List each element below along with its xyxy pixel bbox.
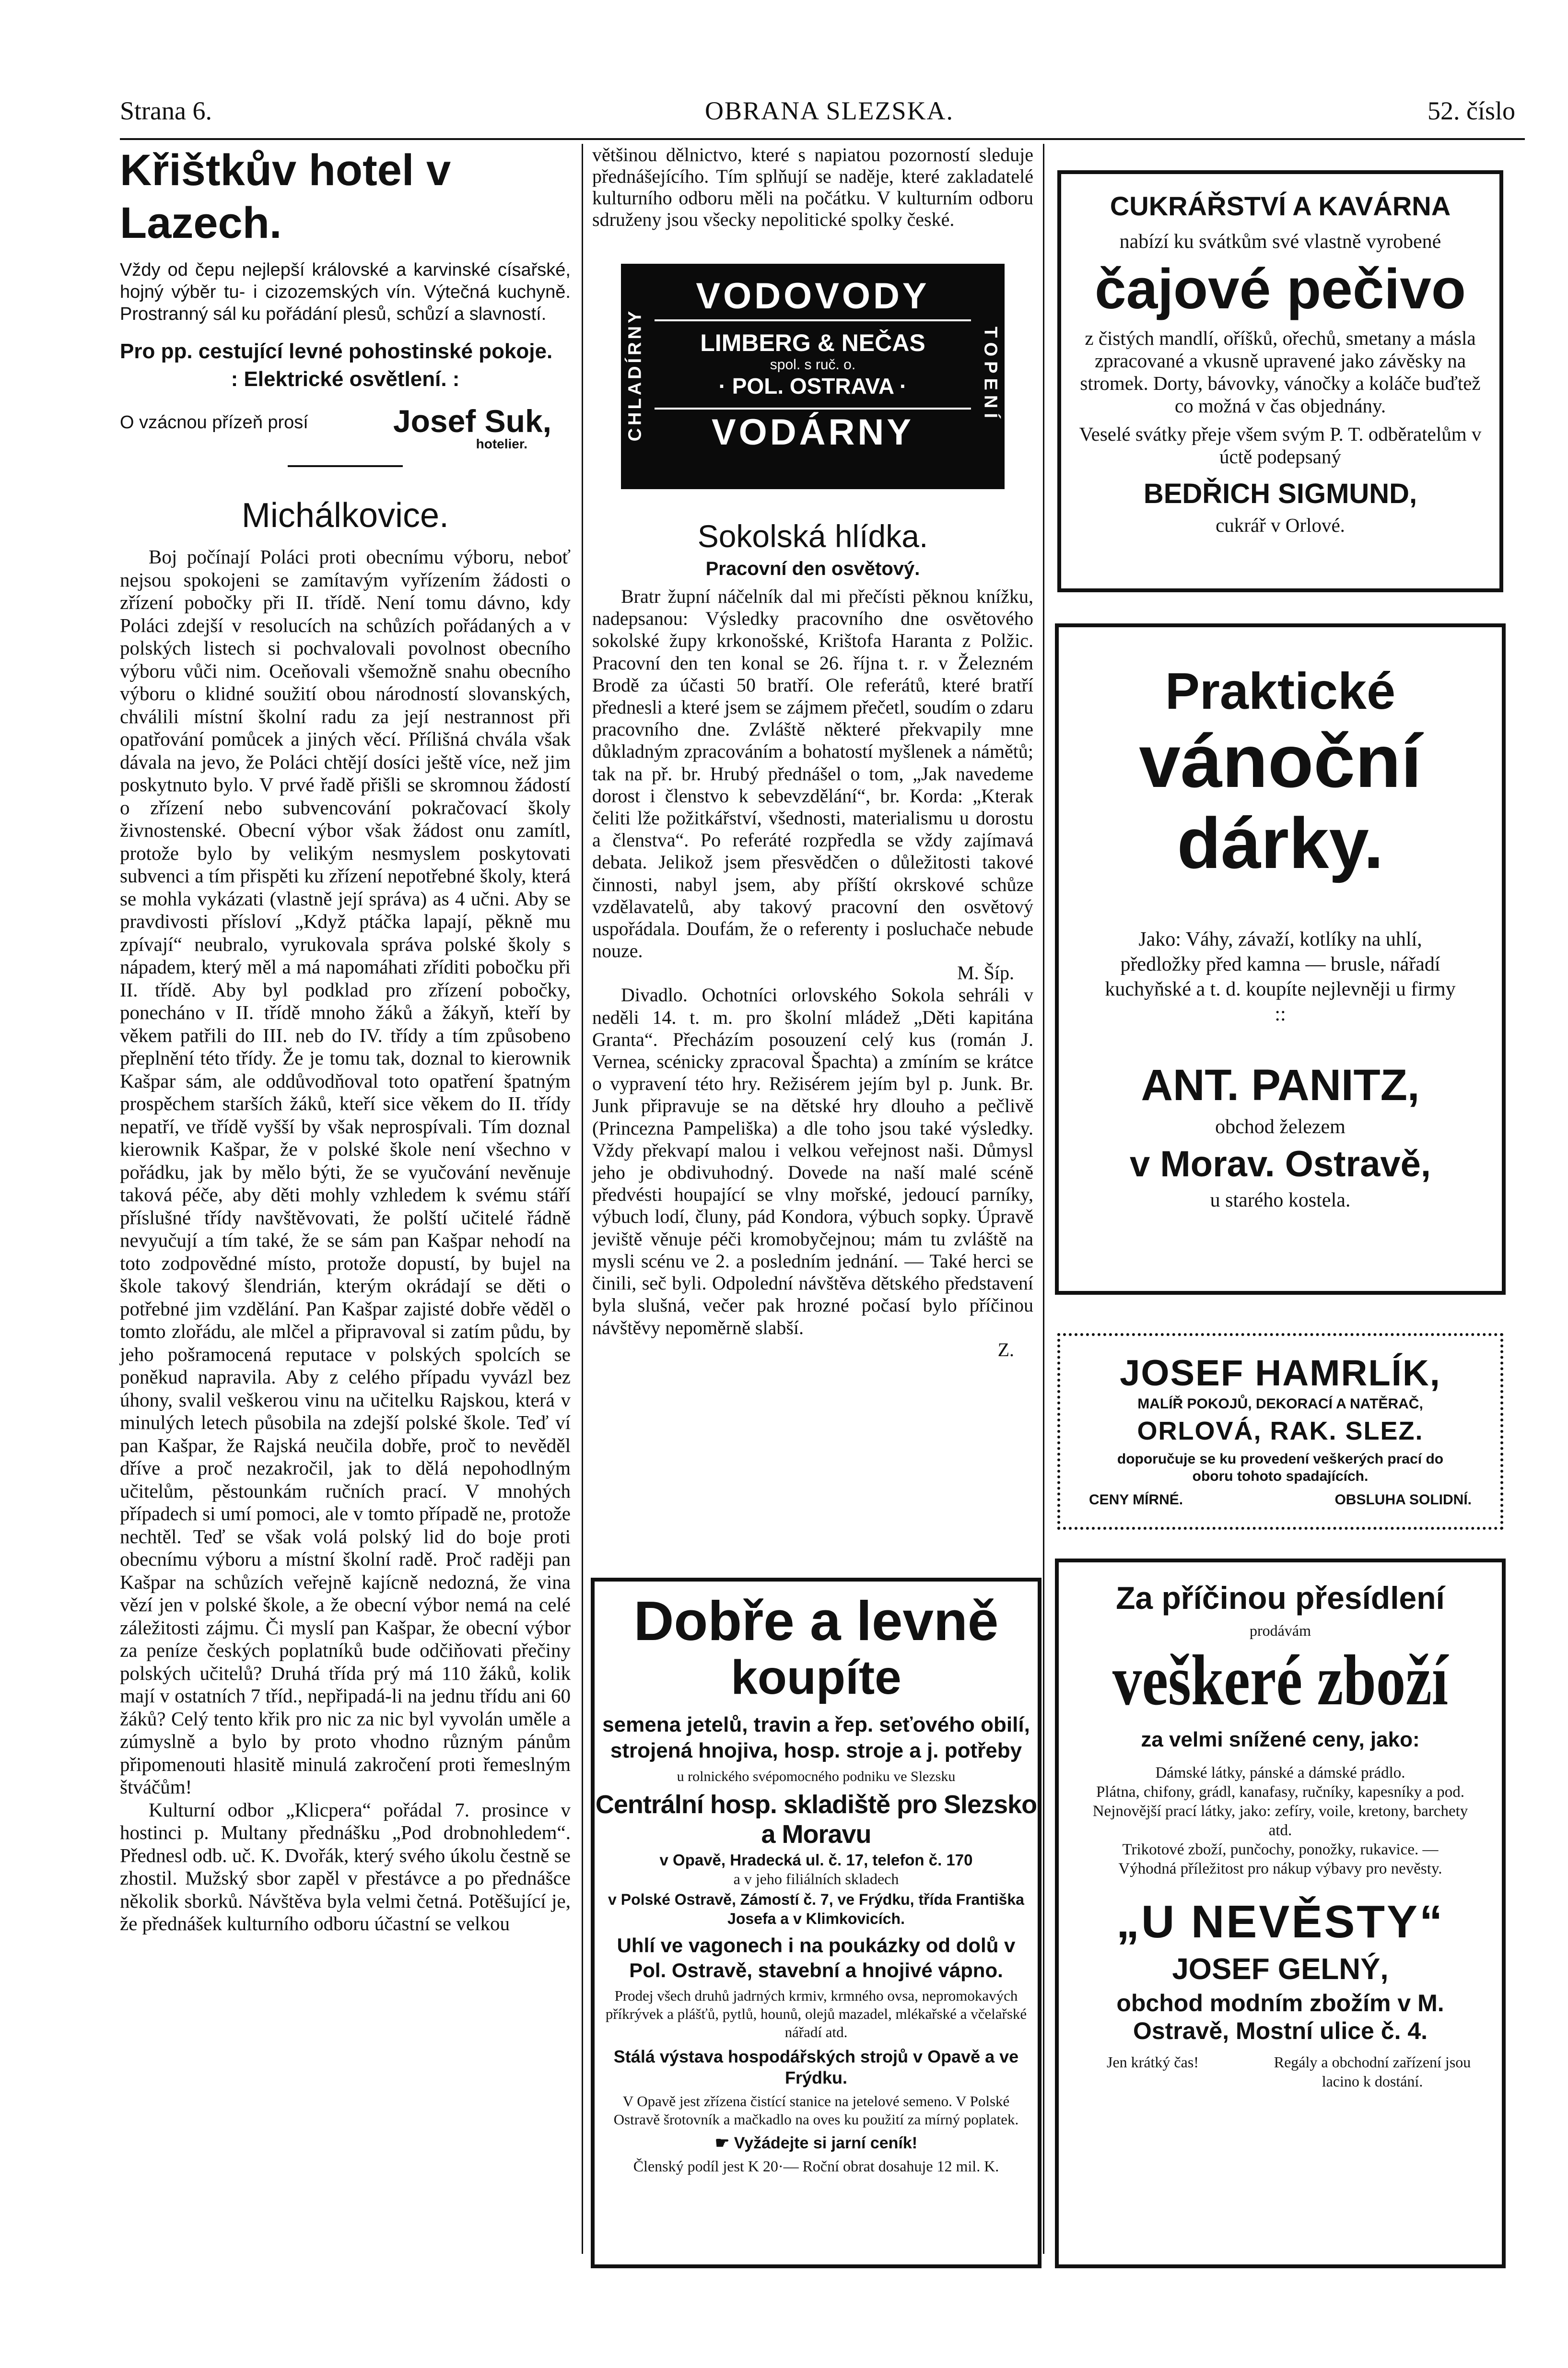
hamrlik-footer [1089, 1492, 1472, 1511]
michalkovice-title: Michálkovice. [241, 496, 449, 535]
dobre-membership: Členský podíl jest K 20·— Roční obrat dosahuje 12 mil. K. [633, 2157, 999, 2175]
vodovody-company: LIMBERG & NEČAS [700, 329, 925, 356]
gelny-address1: obchod modním zbožím v M. [1116, 1990, 1444, 2016]
gelny-big: veškeré zboží [1112, 1641, 1449, 1720]
page-number: Strana 6. [120, 96, 212, 125]
gelny-item: Plátna, chifony, grádl, kanafasy, ručníky, kapesníky a pod. [1096, 1783, 1464, 1801]
dobre-warehouse: Centrální hosp. skladiště pro Slezsko a Moravu [595, 1790, 1037, 1849]
gelny-short-time: Jen krátký čas! [1107, 2053, 1199, 2071]
header-rule [120, 138, 1525, 140]
gelny-shop: „U NEVĚSTY“ [1116, 1896, 1445, 1947]
gelny-owner: JOSEF GELNÝ, [1172, 1953, 1389, 1986]
middle-column [592, 144, 1033, 1361]
dobre-catalog-text: Vyžádejte si jarní ceník! [734, 2134, 918, 2152]
hotel-electric: : Elektrické osvětlení. : [231, 367, 460, 391]
dobre-coal: Uhlí ve vagonech i na poukázky od dolů v Pol. Ostravě, stavební a hnojivé vápno. [617, 1934, 1016, 1981]
panitz-t2: vánoční [1139, 720, 1422, 803]
pointing-hand-icon: ☛ [714, 2134, 734, 2152]
divadlo-article: Divadlo. Ochotníci orlovského Sokola sehráli v neděli 14. t. m. pro školní mládež „Děti kapitána Granta“. Přecházím posouzení celý kus (román J. Vernea, scénicky zpracoval Špachta) a zmíním se krátce o vypravení této hry. Režisérem jejím byl p. Junk. Br. Junk připravuje se na dětské hry dlouho a pečlivě (Princezna Pampeliška) a dle toho jsou také výsledky. Vždy překvapí malou i velkou veřejnost naši. Důmysl jeho je obdivuhodný. Dovede na naší malé scéně předvésti houpající se vlny mořské, jedoucí parníky, výbuch lodí, čluny, pád Kondora, výbuch sopky. Úpravě jeviště věnuje péči kromobyčejnou; mám tu zvláště na mysli scénu ve 2. a posledním jednání. — Také herci se činili, seč byli. Odpolední návštěva dětského představení byla slušná, večer pak hrozné počasí bylo příčinou návštěvy nepoměrně slabší. [592, 984, 1033, 1338]
cukrarstvi-offer: nabízí ku svátkům své vlastně vyrobené [1119, 231, 1441, 253]
dobre-levne-ad [591, 1578, 1041, 2268]
gelny-selling: prodávám [1250, 1622, 1311, 1639]
sokol-signature: M. Šíp. [957, 962, 1014, 984]
dobre-branch-list: v Polské Ostravě, Zámostí č. 7, ve Frýdku, třída Františka Josefa a v Klimkovicích. [608, 1891, 1024, 1927]
cukrarstvi-title: CUKRÁŘSTVÍ A KAVÁRNA [1110, 191, 1451, 221]
dobre-branches: a v jeho filiálních skladech [733, 1870, 899, 1887]
sokol-article: Bratr župní náčelník dal mi přečísti pěknou knížku, nadepsanou: Výsledky pracovního dne osvětového sokolské župy krkonošské, Krištofa Haranta z Polžic. Pracovní den ten konal se 26. října t. r. v Železném Brodě za účasti 50 bratří. Ole referátů, které bratří přednesli a které jsem se zájmem přečetl, soudím o zdaru pracovního dne. Zvláště některé překvapily mne důkladným zpracováním a bohatostí myšlenek a námětů; tak na př. br. Hrubý přednášel o tom, „Jak navedeme dorost i členstvo k sebevzdělání“, br. Korda: „Kterak čeliti lže požitkářství, všednosti, materialismu u dorostu a členstva“. Po referáté rozpředla se vždy zajímavá debata. Jelikož jsem přesvědčen o důležitosti takové činnosti, nabyl jsem, aby příští okrskové schůze vzdělavatelů, aby takový pracovní den osvětový uspořádala. Doufám, že o referenty i posluchače nebude nouze. [592, 586, 1033, 962]
hotel-signature [120, 403, 571, 456]
gelny-footer [1107, 2052, 1473, 2096]
hotel-request: O vzácnou přízeň prosí [120, 412, 308, 433]
dobre-enterprise: u rolnického svépomocného podniku ve Slezsku [677, 1769, 956, 1784]
gelny-item: Dámské látky, pánské a dámské prádlo. [1155, 1764, 1405, 1782]
cukrarstvi-ad [1057, 170, 1503, 592]
vodovody-ad [621, 264, 1005, 489]
panitz-name: ANT. PANITZ, [1141, 1061, 1420, 1110]
dobre-title1: Dobře a levně [633, 1590, 999, 1652]
gelny-fixtures: Regály a obchodní zařízení jsou lacino k dostání. [1274, 2053, 1471, 2090]
cukrarstvi-role: cukrář v Orlové. [1216, 514, 1345, 536]
vodovody-right-text: TOPENÍ [980, 327, 1001, 423]
gelny-title: Za příčinou přesídlení [1116, 1580, 1445, 1616]
cukrarstvi-owner: BEDŘICH SIGMUND, [1143, 478, 1417, 509]
hotel-owner: Josef Suk, [393, 403, 551, 439]
newspaper-title: OBRANA SLEZSKA. [705, 96, 954, 125]
panitz-city: v Morav. Ostravě, [1129, 1144, 1431, 1184]
vodovody-title: VODOVODY [655, 273, 971, 321]
gelny-items [1092, 1763, 1468, 1878]
gelny-ad [1055, 1559, 1506, 2268]
vodovody-vodarny: VODÁRNY [655, 408, 971, 456]
sokol-title: Sokolská hlídka. [697, 518, 928, 554]
cukrarstvi-big: čajové pečivo [1095, 258, 1466, 321]
gelny-item: Nejnovější prací látky, jako: zefíry, voile, kretony, barchety atd. [1092, 1803, 1468, 1839]
column-divider-right [1043, 144, 1044, 2254]
page-header [120, 96, 1515, 134]
vodovody-city: · POL. OSTRAVA · [718, 374, 907, 399]
cukrarstvi-details: z čistých mandlí, oříšků, ořechů, smetany a másla zpracované a vkusně upravené jako závěsky na stromek. Dorty, bávovky, vánočky a koláče buďtež co možná v čas objednány. [1080, 327, 1481, 417]
hamrlik-city: ORLOVÁ, RAK. SLEZ. [1137, 1417, 1424, 1445]
hamrlik-ad [1057, 1333, 1503, 1530]
hamrlik-trade: MALÍŘ POKOJŮ, DEKORACÍ A NATĚRAČ, [1137, 1396, 1423, 1412]
panitz-location: u starého kostela. [1210, 1189, 1351, 1211]
hotel-owner-role: hotelier. [476, 436, 527, 451]
panitz-body: Jako: Váhy, závaží, kotlíky na uhlí, předložky před kamna — brusle, nářadí kuchyňské a t. d. koupíte nejlevněji u firmy :: [1105, 928, 1456, 1025]
dobre-title2: koupíte [731, 1651, 901, 1704]
vodovody-legal: spol. s ruč. o. [770, 357, 856, 373]
hotel-title: Křištkův hotel v Lazech. [120, 146, 451, 247]
vodovody-left-text: CHLADÍRNY [625, 308, 645, 442]
gelny-item: Trikotové zboží, punčochy, ponožky, rukavice. — Výhodná příležitost pro nákup výbavy pro nevěsty. [1118, 1841, 1442, 1877]
gelny-prices: za velmi snížené ceny, jako: [1141, 1728, 1420, 1751]
dobre-catalog [595, 2134, 1038, 2153]
cukrarstvi-greeting: Veselé svátky přeje všem svým P. T. odběratelům v úctě podepsaný [1079, 423, 1482, 468]
vodovody-right-strip [976, 264, 1005, 489]
dobre-address: v Opavě, Hradecká ul. č. 17, telefon č. 170 [659, 1851, 973, 1869]
dobre-feed: Prodej všech druhů jadrných krmiv, krmného ovsa, nepromokavých příkrývek a plášťů, pytlů, hounů, olejů mazadel, mlékařské a včelařské nářadí atd. [605, 1987, 1027, 2040]
hotel-rooms: Pro pp. cestující levné pohostinské pokoje. [120, 340, 553, 363]
kulturni-odbor-article: Kulturní odbor „Klicpera“ pořádal 7. prosince v hostinci p. Multany přednášku „Pod drobnohledem“. Přednesl odb. uč. K. Dvořák, který svého úkolu čestně se zhostil. Mužský sbor zapěl v přestávce a po přednášce několik sborků. Návštěva byla velmi četná. Potěšující je, že přednášek kulturního odboru účastní se velkou [120, 1798, 571, 1934]
hamrlik-prices: CENY MÍRNÉ. [1089, 1492, 1183, 1508]
hotel-divider [288, 465, 403, 467]
michalkovice-article: Boj počínají Poláci proti obecnímu výboru, neboť nejsou spokojeni se zamítavým vyřízením žádosti o zřízení pobočky při II. třídě. Není tomu dávno, kdy Poláci zdejší v resolucích na schůzích pořádaných a v polských listech si pochvalovali povolnost obecního výboru vůči nim. Oceňovali všemožně snahu obecního výboru o klidné soužití obou národností slovanských, chválili místní školní radu za její nestrannost při opatřování pomůcek a jiných věcí. Přílišná chvála však dávala na jevo, že Poláci chtějí dosíci ještě více, než jim poskytnuto bylo. V prvé řadě přišli se skromnou žádostí o zřízení nebo subvencování pokračovací školy živnostenské. Obecní výbor však žádost onu zamítl, protože bylo by velikým nesmyslem poskytovati subvenci a tím přispěti ku zřízení nepotřebné školy, která se mohla vykázati (vlastně její správa) as 4 učni. Aby se pravdivosti přísloví „Když ptáčka lapají, pěkně mu zpívají“ neubralo, vyrukovala správa polské školy s nápadem, který měl a má napomáhati zříditi pobočku při II. třídě. Aby byl podklad pro zřízení pobočky, ponecháno v II. třídě mnoho žáků a žákyň, kteří by věkem patřili do III. neb do IV. třídy a tím způsobeno přeplnění této třídy. Že je tomu tak, doznal to kierownik Kašpar sám, ale oddůvodňoval toto opatření špatným prospěchem starších žáků, kteří sice věkem do II. třídy nepatří, ve třídě vyšší by však neprospívali. Tím doznal kierownik Kašpar, že v polské škole není všechno v pořádku, jak by mělo býti, že se vyučování nevěnuje taková péče, aby děti mohly vzhledem k svému stáří příslušné třídy navštěvovati, že polští učitelé řádně nevyučují a tím také, že se sám pan Kašpar nehodí na toto zodpovědné místo, protože dopustí, by bujel na škole takový šlendrián, kterým okrádají se děti o potřebné jim vzdělání. Pan Kašpar zajisté dobře věděl o tomto zlořádu, ale mlčel a připravoval si zatím půdu, by jeho pošramocená reputace v polských spolcích se poněkud napravila. Aby z celého případu vyvázl bez úhony, svalil veškerou vinu na učitelku Rajskou, která v minulých letech působila na zdejší polské škole. Teď ví pan Kašpar, že Rajská neučila dobře, proč to nevěděl dříve a proč nezakročil, jak to dělá nepohodlným učitelům, pěstounkám ručních prací. V mnohých případech si umí pomoci, ale v tomto případě ne, protože nechtěl. Teď se však volá polský lid do boje proti obecnímu výboru a místní školní radě. Proč raději pan Kašpar na schůzích veřejně kajícně nedozná, že vina vězí jen v polské škole, a že obecní výbor nemá na celé záležitosti zájmu. Či myslí pan Kašpar, že obecní výbor za peníze českých poplatníků bude odčiňovati přečiny polských učitelů? Druhá třída prý má 110 žáků, kolik mají v ostatních 7 tříd., nepřipadá-li na jednu třídu ani 60 žáků? Celý tento křik pro nic za nic byl vyvolán uměle a zúmyslně a bylo by proto vhodno různým pánům připomenouti hlasitě minulá zakročení proti řemeslným štváčům! [120, 546, 571, 1798]
cultural-continuation: většinou dělnictvo, které s napiatou pozorností sleduje přednášejícího. Tím splňují se naděje, které zakladatelé kulturního odboru měli na počátku. V kulturním odboru sdruženy jsou všecky nepolitické spolky české. [592, 144, 1033, 230]
panitz-t3: dárky. [1177, 803, 1384, 883]
divadlo-signature: Z. [997, 1338, 1014, 1360]
left-column [120, 144, 571, 1935]
hamrlik-services: doporučuje se ku provedení veškerých prací do oboru tohoto spadajících. [1117, 1451, 1444, 1484]
panitz-shop: obchod železem [1215, 1116, 1346, 1138]
issue-number: 52. číslo [1428, 96, 1515, 125]
vodovody-left-strip [621, 264, 650, 489]
column-divider-left [582, 144, 583, 2254]
sokol-subtitle: Pracovní den osvětový. [705, 558, 920, 579]
panitz-ad [1055, 623, 1506, 1295]
vodovody-center [655, 273, 971, 480]
dobre-exhibition: Stálá výstava hospodářských strojů v Opavě a ve Frýdku. [613, 2047, 1019, 2087]
dobre-cleaning: V Opavě jest zřízena čistící stanice na jetelové semeno. V Polské Ostravě šrotovník a mačkadlo na oves ku použití za mírný poplatek. [613, 2093, 1019, 2128]
gelny-address2: Ostravě, Mostní ulice č. 4. [1133, 2017, 1428, 2044]
panitz-t1: Praktické [1165, 662, 1396, 720]
hotel-description: Vždy od čepu nejlepší královské a karvinské císařské, hojný výběr tu- i cizozemských vín. Výtečná kuchyně. Prostranný sál ku pořádání plesů, schůzí a slavností. [120, 260, 571, 324]
hamrlik-service: OBSLUHA SOLIDNÍ. [1334, 1492, 1472, 1508]
hamrlik-name: JOSEF HAMRLÍK, [1120, 1353, 1441, 1394]
hotel-ad [120, 144, 571, 467]
dobre-products: semena jetelů, travin a řep. seťového obilí, strojená hnojiva, hosp. stroje a j. potřeby [602, 1713, 1030, 1762]
